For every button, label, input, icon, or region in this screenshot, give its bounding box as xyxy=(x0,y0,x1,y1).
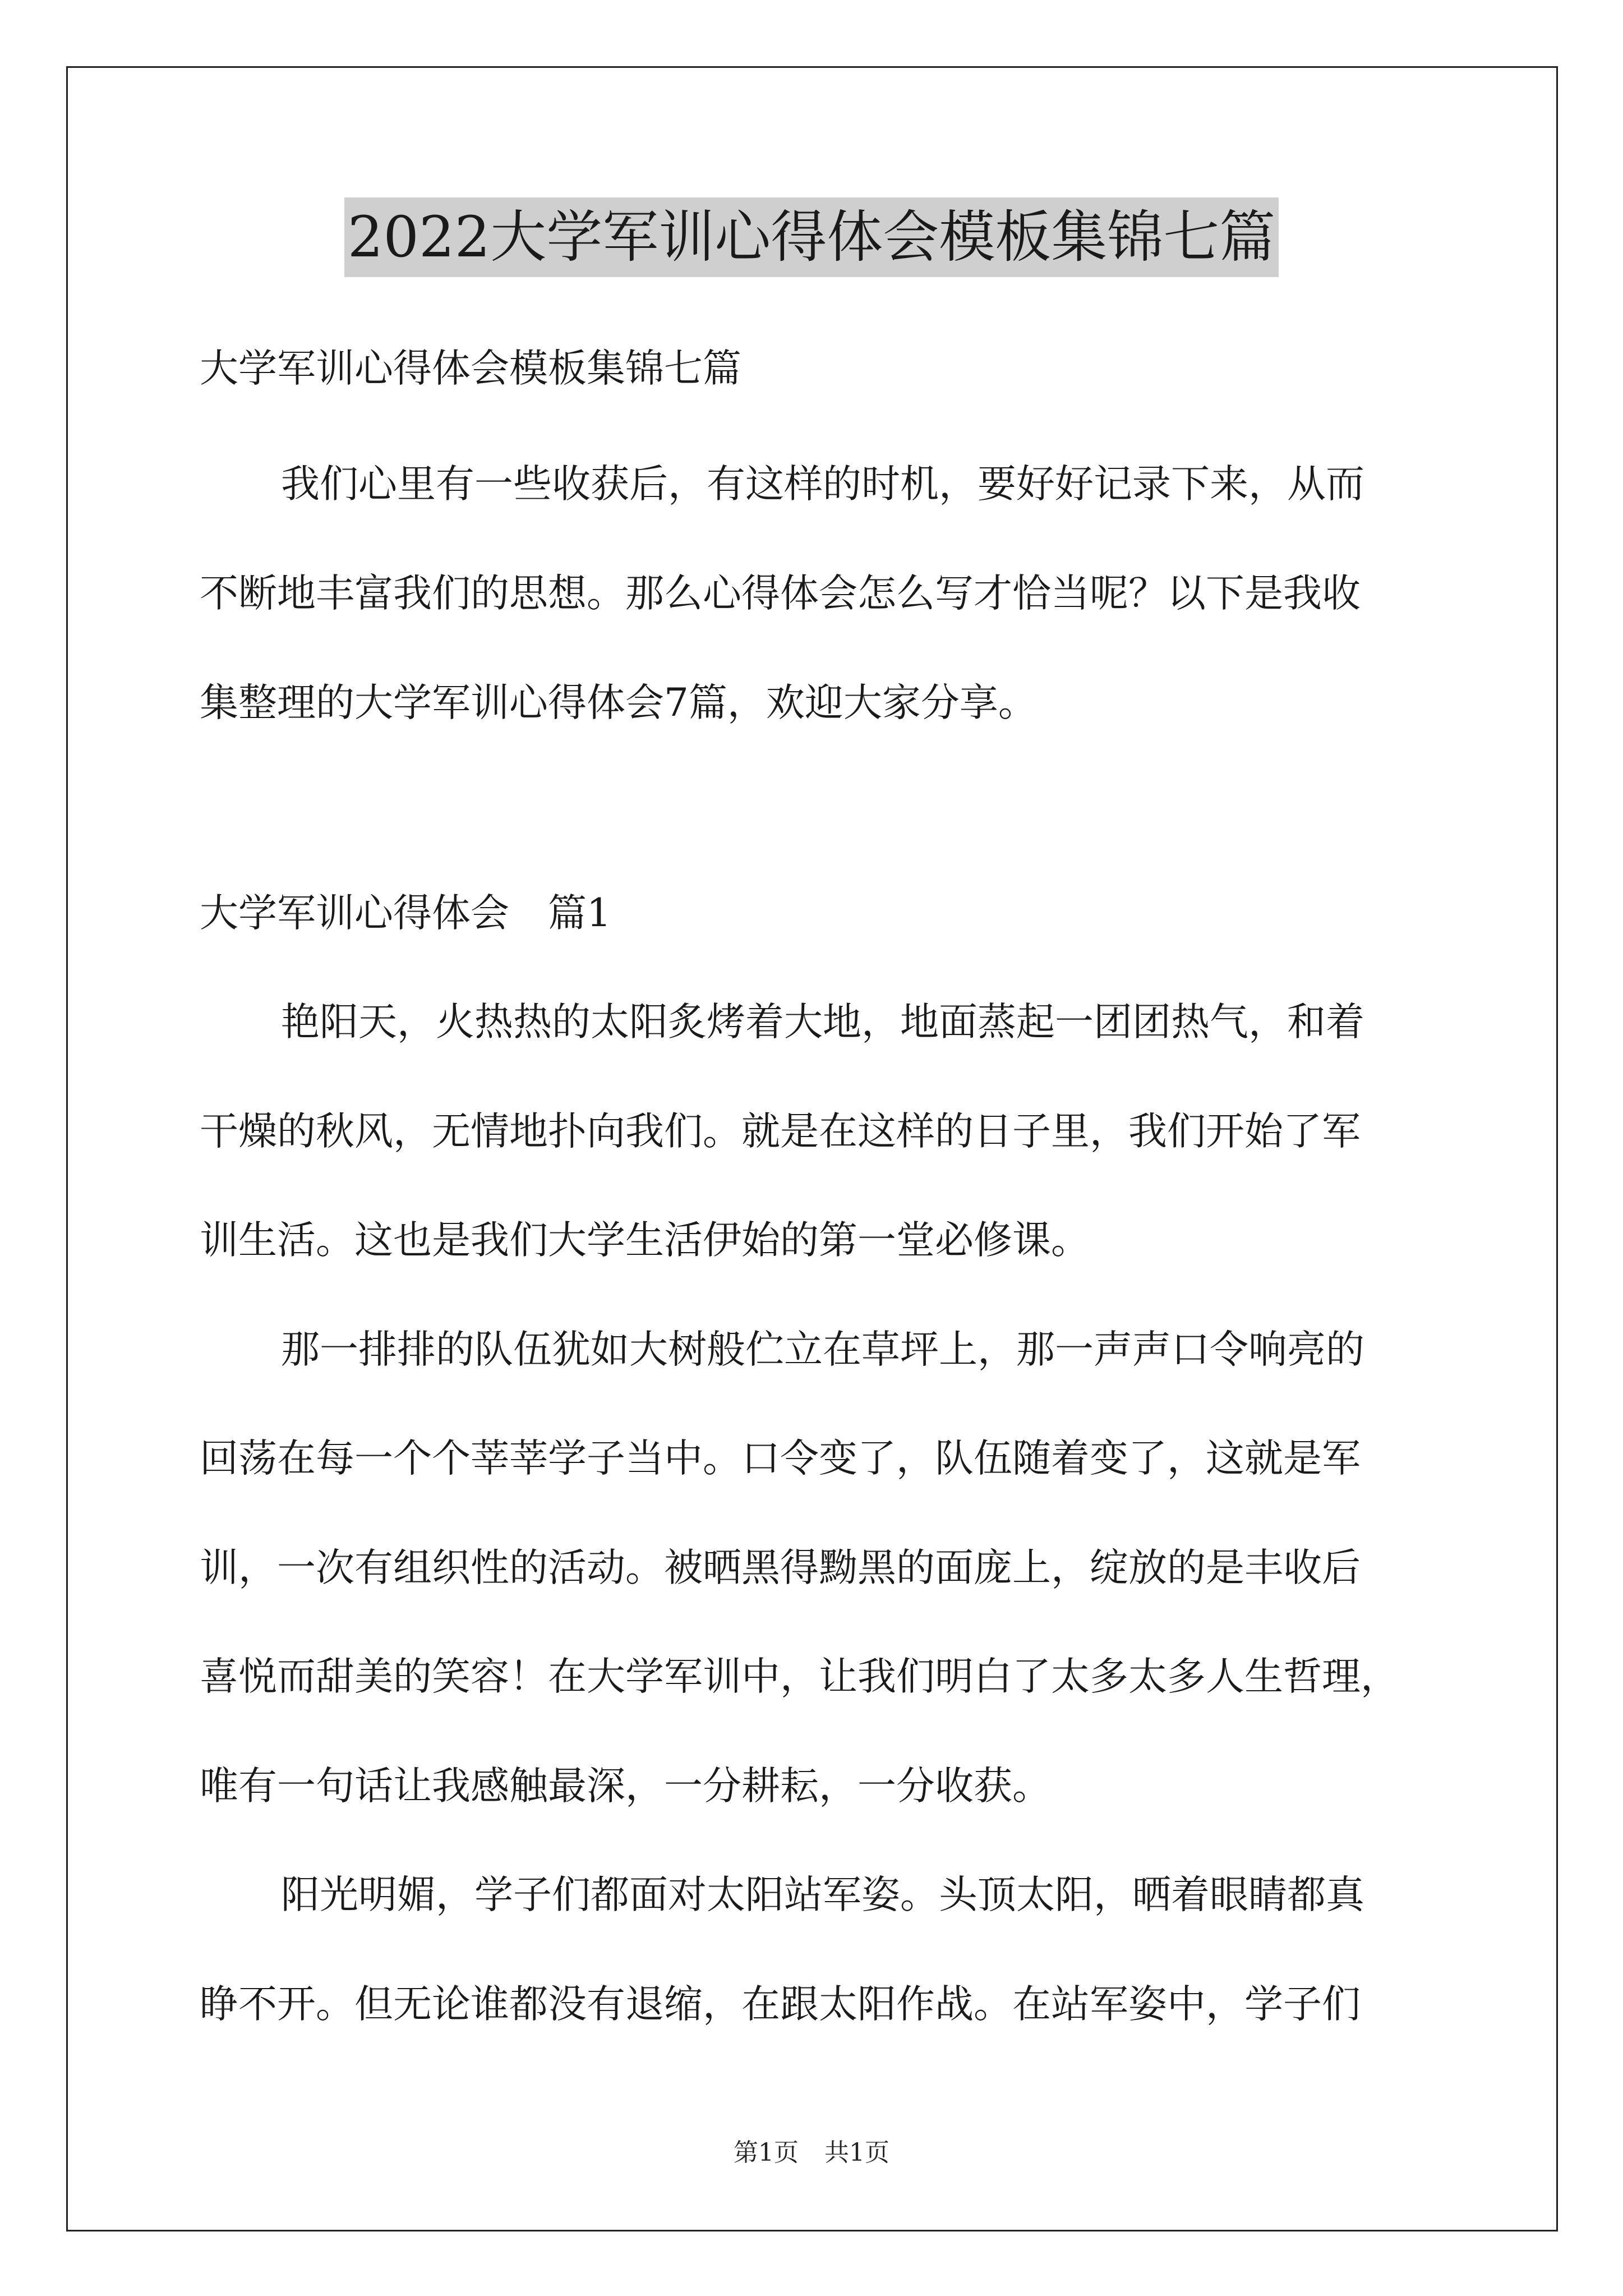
paragraph-line: 干燥的秋风，无情地扑向我们。就是在这样的日子里，我们开始了军 xyxy=(200,1109,1361,1154)
paragraph-line: 喜悦而甜美的笑容！在大学军训中，让我们明白了太多太多人生哲理， xyxy=(200,1654,1399,1699)
paragraph-line: 那一排排的队伍犹如大树般伫立在草坪上，那一声声口令响亮的 xyxy=(281,1327,1364,1372)
page-footer xyxy=(0,2136,1623,2170)
intro-line: 不断地丰富我们的思想。那么心得体会怎么写才恰当呢？以下是我收 xyxy=(200,571,1361,616)
paragraph-line: 训生活。这也是我们大学生活伊始的第一堂必修课。 xyxy=(200,1218,1090,1263)
document-subtitle: 大学军训心得体会模板集锦七篇 xyxy=(200,346,741,391)
page-number: 第1页 xyxy=(734,2138,799,2167)
document-title: 2022大学军训心得体会模板集锦七篇 xyxy=(344,197,1279,277)
page-total: 共1页 xyxy=(824,2138,889,2167)
paragraph-line: 艳阳天，火热热的太阳炙烤着大地，地面蒸起一团团热气，和着 xyxy=(281,1000,1364,1045)
section-heading: 大学军训心得体会 篇1 xyxy=(200,891,611,936)
paragraph-line: 回荡在每一个个莘莘学子当中。口令变了，队伍随着变了，这就是军 xyxy=(200,1436,1361,1481)
intro-line: 集整理的大学军训心得体会7篇，欢迎大家分享。 xyxy=(200,680,1037,725)
paragraph-line: 唯有一句话让我感触最深，一分耕耘，一分收获。 xyxy=(200,1764,1051,1809)
paragraph-line: 睁不开。但无论谁都没有退缩，在跟太阳作战。在站军姿中，学子们 xyxy=(200,1982,1361,2027)
title-area xyxy=(0,197,1623,277)
intro-line: 我们心里有一些收获后，有这样的时机，要好好记录下来，从而 xyxy=(281,462,1364,507)
paragraph-line: 阳光明媚，学子们都面对太阳站军姿。头顶太阳，晒着眼睛都真 xyxy=(281,1872,1364,1917)
paragraph-line: 训，一次有组织性的活动。被晒黑得黝黑的面庞上，绽放的是丰收后 xyxy=(200,1545,1361,1590)
